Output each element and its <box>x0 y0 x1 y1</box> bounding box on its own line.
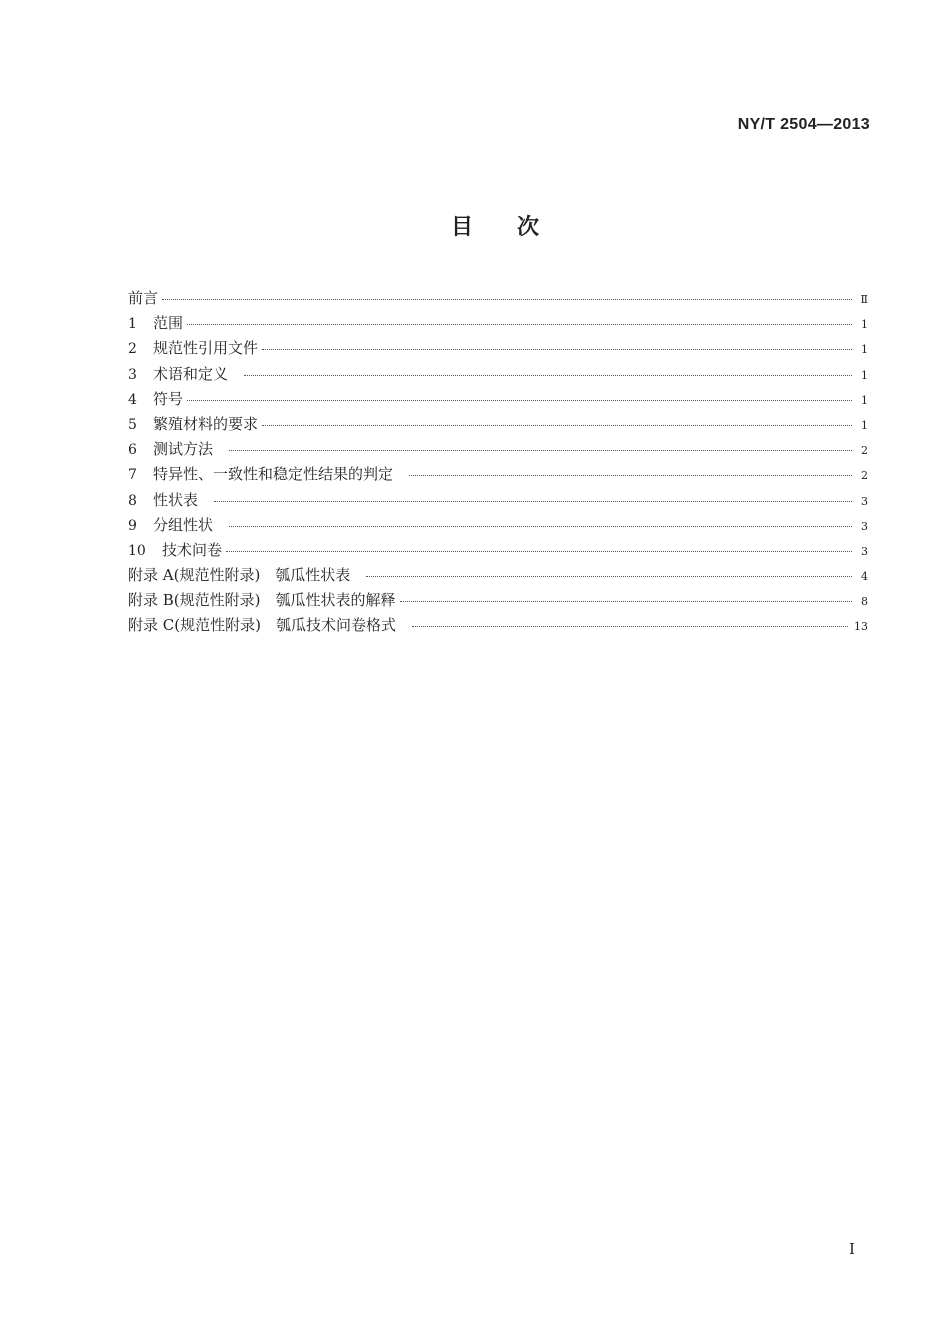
toc-label: 分组性状 <box>153 515 214 534</box>
dot-leader <box>262 349 852 350</box>
table-of-contents <box>128 287 868 640</box>
dot-leader <box>229 526 852 527</box>
toc-label: 范围 <box>153 314 184 333</box>
toc-number: 3 <box>128 366 137 383</box>
toc-page: 4 <box>861 570 868 584</box>
toc-page: 1 <box>861 343 868 357</box>
toc-entry-7[interactable] <box>128 463 868 488</box>
toc-entry-annex-b[interactable] <box>128 589 868 614</box>
toc-page: 1 <box>861 368 868 382</box>
toc-number: 2 <box>128 341 137 358</box>
toc-entry-1[interactable] <box>128 312 868 337</box>
toc-entry-8[interactable] <box>128 489 868 514</box>
toc-entry-annex-a[interactable] <box>128 564 868 589</box>
toc-label: 测试方法 <box>153 440 214 459</box>
toc-label: 附录 C(规范性附录) 瓠瓜技术问卷格式 <box>128 616 396 635</box>
dot-leader <box>226 551 852 552</box>
dot-leader <box>214 501 852 502</box>
page-number: Ⅰ <box>849 1240 855 1258</box>
toc-number: 4 <box>128 391 137 408</box>
toc-label: 技术问卷 <box>162 540 223 559</box>
toc-entry-foreword[interactable] <box>128 287 868 312</box>
toc-entry-3[interactable] <box>128 363 868 388</box>
toc-label: 规范性引用文件 <box>153 339 259 358</box>
toc-number: 5 <box>128 416 137 433</box>
dot-leader <box>262 425 852 426</box>
toc-label: 附录 A(规范性附录) 瓠瓜性状表 <box>128 566 351 585</box>
toc-entry-2[interactable] <box>128 337 868 362</box>
toc-label: 特异性、一致性和稳定性结果的判定 <box>153 465 394 484</box>
toc-entry-10[interactable] <box>128 539 868 564</box>
dot-leader <box>229 450 852 451</box>
toc-page: 2 <box>861 444 868 458</box>
toc-entry-4[interactable] <box>128 388 868 413</box>
toc-number: 10 <box>128 542 146 559</box>
toc-label: 前言 <box>128 289 159 307</box>
dot-leader <box>412 626 848 627</box>
toc-page: 2 <box>861 469 868 483</box>
toc-page: 1 <box>861 318 868 332</box>
standard-code: NY/T 2504—2013 <box>737 116 870 133</box>
toc-page: 1 <box>861 393 868 407</box>
toc-entry-6[interactable] <box>128 438 868 463</box>
dot-leader <box>366 576 852 577</box>
toc-label: 附录 B(规范性附录) 瓠瓜性状表的解释 <box>128 591 396 610</box>
toc-number: 7 <box>128 467 137 484</box>
toc-page: 1 <box>861 418 868 432</box>
toc-page: 3 <box>861 519 868 533</box>
dot-leader <box>187 400 852 401</box>
dot-leader <box>162 299 852 300</box>
toc-entry-9[interactable] <box>128 514 868 539</box>
toc-number: 1 <box>128 316 137 333</box>
toc-page: 8 <box>861 595 868 609</box>
toc-page: Ⅱ <box>860 293 868 306</box>
toc-page: 3 <box>861 494 868 508</box>
toc-label: 符号 <box>153 389 184 408</box>
toc-label: 术语和定义 <box>153 364 229 383</box>
toc-page: 13 <box>854 620 868 634</box>
dot-leader <box>409 475 852 476</box>
toc-label: 性状表 <box>153 490 199 509</box>
toc-label: 繁殖材料的要求 <box>153 414 259 433</box>
toc-number: 6 <box>128 442 137 459</box>
toc-entry-5[interactable] <box>128 413 868 438</box>
page-title: 目 次 <box>450 215 539 240</box>
toc-number: 8 <box>128 492 137 509</box>
toc-page: 3 <box>861 544 868 558</box>
dot-leader <box>187 324 852 325</box>
toc-entry-annex-c[interactable] <box>128 614 868 639</box>
dot-leader <box>400 601 853 602</box>
toc-number: 9 <box>128 517 137 534</box>
dot-leader <box>244 375 852 376</box>
